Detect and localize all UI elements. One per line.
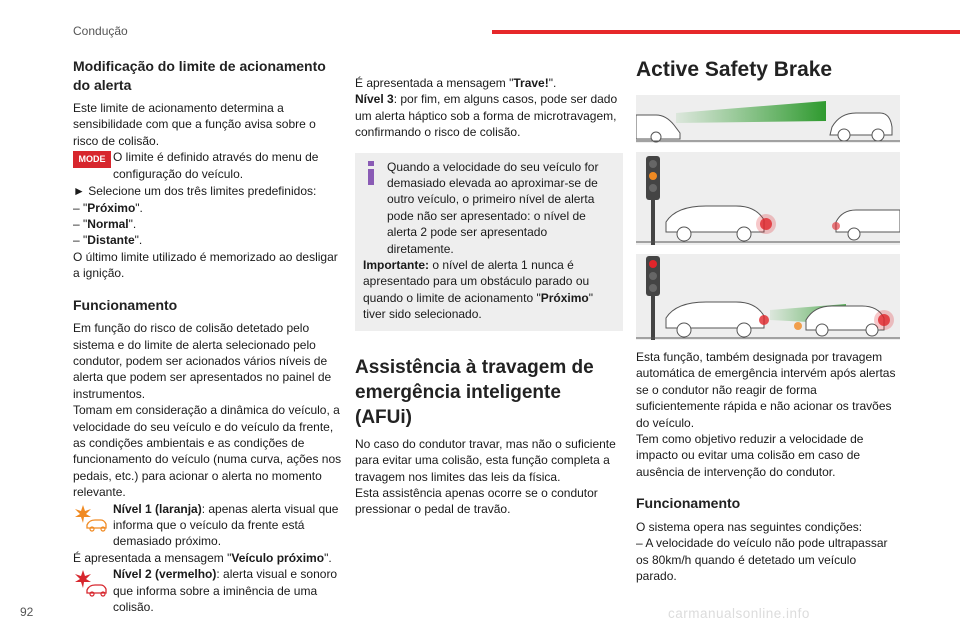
- level-2-title: Nível 2 (vermelho): [113, 567, 217, 582]
- mode-badge-icon: MODE: [73, 151, 111, 168]
- traffic-light-car-illustration: [636, 152, 900, 245]
- select-instruction: ► Selecione um dos três limites predefinidos:: [73, 184, 317, 199]
- heading-active-safety-brake: Active Safety Brake: [636, 58, 833, 81]
- header-accent-bar: [492, 30, 960, 34]
- level-3-paragraph: Nível 3: por fim, em alguns casos, pode ser dado um alerta háptico sob a forma de microtravagem, confirmando o risco de colisão.: [355, 92, 618, 140]
- heading-alert-threshold: Modificação do limite de acionamento do alerta: [73, 58, 326, 93]
- option-distante: – "Distante".: [73, 233, 143, 248]
- option-normal: – "Normal".: [73, 217, 137, 232]
- red-collision-alert-icon: [73, 568, 109, 598]
- level-2-text: : alerta visual e sonoro que informa sobre a iminência de uma colisão.: [113, 567, 338, 615]
- paragraph-asb-1: Esta função, também designada por travagem automática de emergência intervém após alertas se o condutor não reagir de forma suficientemente rápida e não acionar os travões do veículo.: [636, 350, 896, 430]
- paragraph-speed-condition: – A velocidade do veículo não pode ultrapassar os 80km/h quando é detetado um veículo parado.: [636, 536, 888, 583]
- paragraph-threshold-intro: Este limite de acionamento determina a sensibilidade com que a função avisa sobre o risco de colisão.: [73, 101, 316, 148]
- watermark: carmanualsonline.info: [668, 606, 810, 621]
- paragraph-alert-levels: Em função do risco de colisão detetado pelo sistema e do limite de alerta selecionado pelo condutor, podem ser acionados vários níveis de alerta que podem ser apresentados no painel de instrumentos.: [73, 321, 332, 401]
- page-number: 92: [20, 605, 34, 619]
- left-column: [73, 57, 343, 615]
- mode-instruction-text: O limite é definido através do menu de configuração do veículo.: [113, 150, 319, 181]
- paragraph-afui-1: No caso do condutor travar, mas não o suficiente para evitar uma colisão, esta função completa a travagem nos limites das leis da física.: [355, 436, 616, 484]
- heading-funcionamento: Funcionamento: [73, 296, 178, 313]
- paragraph-asb-2: Tem como objetivo reduzir a velocidade de impacto ou evitar uma colisão em caso de ausência de intervenção do condutor.: [636, 432, 864, 479]
- heading-afui: Assistência à travagem de emergência inteligente (AFUi): [355, 356, 594, 428]
- heading-funcionamento-right: Funcionamento: [636, 495, 741, 512]
- braking-car-illustration: [636, 254, 900, 340]
- info-important: Importante: o nível de alerta 1 nunca é apresentado para um obstáculo parado ou quando o limite de acionamento "Próximo" tiver sido selecionado.: [363, 258, 593, 322]
- illustration-level-2-alert: [636, 152, 900, 245]
- level-1-alert: [73, 501, 343, 550]
- option-proximo: – "Próximo".: [73, 200, 143, 215]
- mode-instruction: [73, 149, 343, 183]
- memorized-note: O último limite utilizado é memorizado ao desligar a ignição.: [73, 249, 338, 281]
- paragraph-conditions: O sistema opera nas seguintes condições:: [636, 519, 863, 534]
- illustration-car-approaching: [636, 95, 900, 143]
- info-box: [355, 153, 623, 331]
- level-2-alert: [73, 566, 343, 615]
- orange-collision-alert-icon: [73, 503, 109, 533]
- level-1-title: Nível 1 (laranja): [113, 501, 202, 516]
- car-approach-illustration: [636, 95, 900, 143]
- right-column: [636, 57, 900, 584]
- header-section-label: Condução: [73, 24, 128, 38]
- level-1-text: : apenas alerta visual que informa que o veículo da frente está demasiado próximo.: [113, 501, 339, 549]
- level-1-message: É apresentada a mensagem "Veículo próximo".: [73, 550, 332, 565]
- paragraph-afui-2: Esta assistência apenas ocorre se o condutor pressionar o pedal de travão.: [355, 485, 598, 517]
- info-text: Quando a velocidade do seu veículo for demasiado elevada ao aproximar-se de outro veículo, o primeiro nível de alerta pode não ser apresentado: o nível de alerta 2 pode ser apresentado diretamente.: [387, 159, 599, 256]
- info-icon: [365, 161, 377, 185]
- middle-column: [355, 75, 623, 518]
- brake-message: É apresentada a mensagem "Trave!".: [355, 76, 557, 90]
- illustration-level-3-alert: [636, 254, 900, 340]
- paragraph-dynamics: Tomam em consideração a dinâmica do veículo, a velocidade do seu veículo e do veículo da frente, as condições ambientais e as condições de funcionamento do veículo (numa curva, ações nos pedais, etc.) para acionar o alerta no momento relevante.: [73, 403, 342, 500]
